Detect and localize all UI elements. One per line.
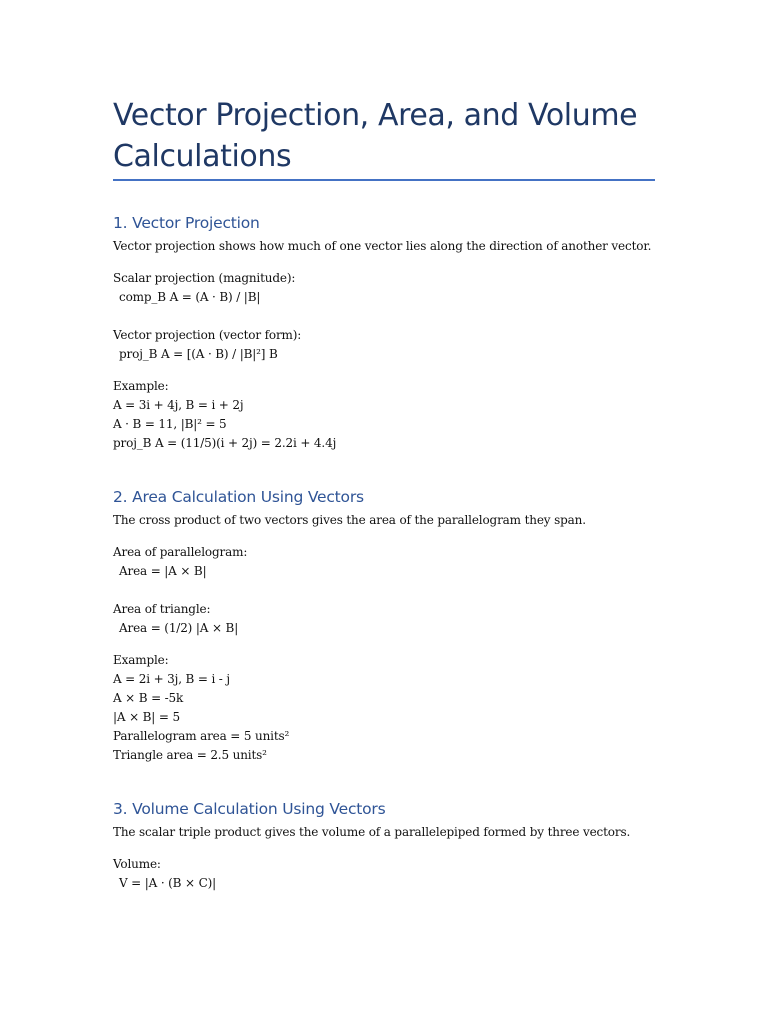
section-vector-projection-body [113, 237, 673, 453]
example-label: Example: [113, 653, 169, 667]
scalar-projection-label: Scalar projection (magnitude): [113, 271, 296, 285]
example-line: proj_B A = (11/5)(i + 2j) = 2.2i + 4.4j [113, 436, 337, 450]
volume-label: Volume: [113, 857, 161, 871]
vector-projection-label: Vector projection (vector form): [113, 328, 302, 342]
triangle-area-formula: Area = (1/2) |A × B| [119, 621, 239, 635]
example-line: A = 2i + 3j, B = i - j [113, 672, 230, 686]
vector-projection-formula: proj_B A = [(A · B) / |B|²] B [119, 347, 278, 361]
scalar-projection-formula: comp_B A = (A · B) / |B| [119, 290, 261, 304]
document-title: Vector Projection, Area, and Volume Calculations [113, 98, 638, 174]
section-volume-calculation-body [113, 823, 673, 893]
section-intro: Vector projection shows how much of one vector lies along the direction of another vector. [113, 239, 652, 253]
example-line: A = 3i + 4j, B = i + 2j [113, 398, 244, 412]
section-heading-vector-projection: 1. Vector Projection [113, 214, 260, 232]
example-line: Parallelogram area = 5 units² [113, 729, 290, 743]
volume-formula: V = |A · (B × C)| [119, 876, 217, 890]
parallelogram-area-formula: Area = |A × B| [119, 564, 207, 578]
section-intro: The cross product of two vectors gives the area of the parallelogram they span. [113, 513, 586, 527]
title-underline [113, 179, 655, 181]
section-heading-area-calculation: 2. Area Calculation Using Vectors [113, 488, 364, 506]
triangle-area-label: Area of triangle: [113, 602, 211, 616]
section-heading-volume-calculation: 3. Volume Calculation Using Vectors [113, 800, 386, 818]
example-label: Example: [113, 379, 169, 393]
section-area-calculation-body [113, 511, 673, 765]
example-line: A × B = -5k [113, 691, 184, 705]
example-line: A · B = 11, |B|² = 5 [113, 417, 227, 431]
parallelogram-area-label: Area of parallelogram: [113, 545, 248, 559]
example-line: Triangle area = 2.5 units² [113, 748, 267, 762]
example-line: |A × B| = 5 [113, 710, 180, 724]
section-intro: The scalar triple product gives the volume of a parallelepiped formed by three vectors. [113, 825, 631, 839]
